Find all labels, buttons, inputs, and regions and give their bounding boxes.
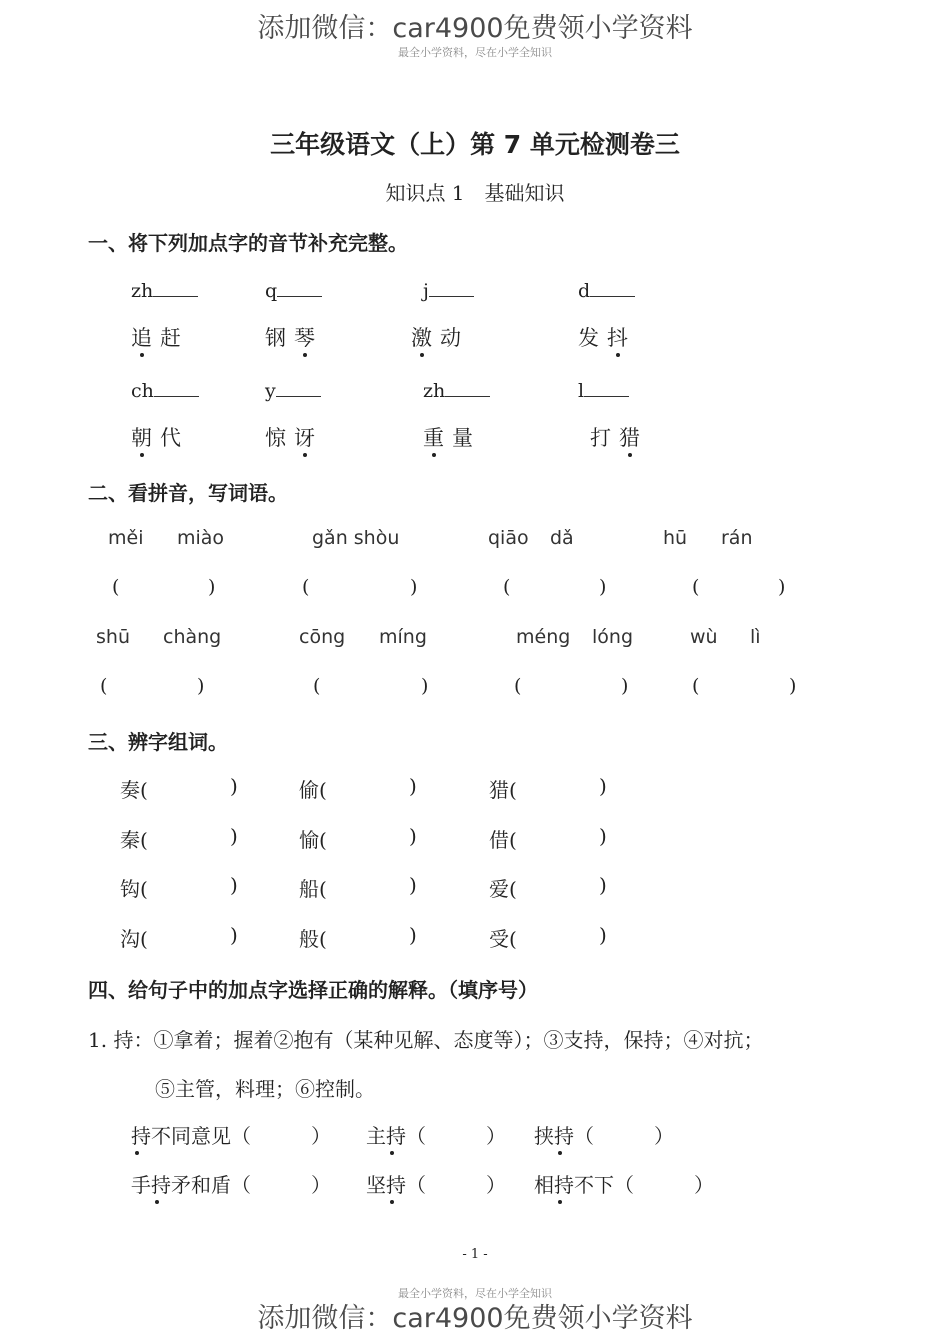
answer-close: ) — [599, 774, 607, 798]
dotted-character: 激 — [411, 326, 440, 350]
pinyin-prefix: zh — [131, 280, 154, 302]
answer-close: ) — [409, 824, 417, 848]
usage-text: （ ） — [406, 1173, 506, 1197]
answer-close: ) — [599, 576, 607, 598]
fill-blank-line[interactable] — [445, 378, 490, 397]
character-prompt: 船( — [299, 877, 327, 901]
header-note: 最全小学资料，尽在小学全知识 — [398, 46, 552, 59]
dotted-character: 持 — [386, 1124, 406, 1148]
usage-text: 手 — [131, 1173, 151, 1197]
dotted-character: 持 — [386, 1173, 406, 1197]
character-prompt: 受( — [489, 927, 517, 951]
word — [578, 322, 636, 352]
usage-text: 不同意见（ ） — [151, 1124, 331, 1148]
pinyin-blank — [131, 378, 199, 402]
answer-close: ) — [230, 774, 238, 798]
answer-close: ) — [599, 923, 607, 947]
pinyin-ganshou: gǎn shòu — [312, 527, 400, 549]
pinyin-prefix: d — [578, 280, 591, 302]
answer-close: ) — [778, 576, 786, 598]
fill-blank-line[interactable] — [277, 278, 322, 297]
fill-blank-line[interactable] — [590, 278, 635, 297]
pinyin-da: dǎ — [550, 527, 574, 549]
fill-blank-line[interactable] — [429, 278, 474, 297]
pinyin-cong: cōng — [299, 626, 346, 648]
usage-item — [534, 1169, 714, 1198]
character: 发 — [578, 326, 607, 350]
section-1-heading: 一、将下列加点字的音节补充完整。 — [88, 231, 408, 255]
answer-close: ) — [410, 576, 418, 598]
dotted-character: 琴 — [294, 326, 323, 350]
dotted-character: 朝 — [131, 426, 160, 450]
pinyin-shu: shū — [96, 626, 130, 648]
answer-close: ) — [230, 824, 238, 848]
pinyin-prefix: j — [423, 280, 429, 302]
pinyin-chang: chàng — [163, 626, 222, 648]
usage-text: 相 — [534, 1173, 554, 1197]
word — [423, 422, 481, 452]
usage-text: 挟 — [534, 1124, 554, 1148]
dotted-character: 重 — [423, 426, 452, 450]
page-subtitle: 知识点 1 基础知识 — [385, 181, 565, 205]
answer-close: ) — [230, 873, 238, 897]
pinyin-prefix: q — [265, 280, 278, 302]
character-prompt: 猎( — [489, 778, 517, 802]
pinyin-prefix: ch — [131, 380, 154, 402]
character: 量 — [452, 426, 481, 450]
answer-open: ( — [692, 675, 700, 697]
dotted-character: 持 — [554, 1124, 574, 1148]
pinyin-miao: miào — [177, 527, 225, 549]
character: 钢 — [265, 326, 294, 350]
character-prompt: 秦( — [120, 828, 148, 852]
character-prompt: 沟( — [120, 927, 148, 951]
answer-open: ( — [313, 675, 321, 697]
pinyin-blank — [265, 378, 321, 402]
pinyin-blank — [265, 278, 322, 302]
pinyin-prefix: y — [265, 380, 276, 402]
usage-item — [131, 1169, 331, 1198]
word — [131, 422, 189, 452]
answer-close: ) — [409, 873, 417, 897]
answer-close: ) — [789, 675, 797, 697]
word — [265, 422, 323, 452]
usage-text: 不下（ ） — [574, 1173, 714, 1197]
bottom-banner: 添加微信：car4900免费领小学资料 — [257, 1303, 693, 1334]
character-prompt: 偷( — [299, 778, 327, 802]
dotted-character: 抖 — [607, 326, 636, 350]
answer-open: ( — [503, 576, 511, 598]
answer-close: ) — [230, 923, 238, 947]
answer-close: ) — [599, 873, 607, 897]
character: 打 — [590, 426, 619, 450]
usage-text: （ ） — [574, 1124, 674, 1148]
footer-note: 最全小学资料，尽在小学全知识 — [398, 1287, 552, 1300]
usage-item — [534, 1120, 674, 1149]
pinyin-blank — [131, 278, 198, 302]
character-prompt: 奏( — [120, 778, 148, 802]
fill-blank-line[interactable] — [584, 378, 629, 397]
character-prompt: 般( — [299, 927, 327, 951]
pinyin-prefix: l — [578, 380, 585, 402]
answer-open: ( — [100, 675, 108, 697]
pinyin-long: lóng — [592, 626, 634, 648]
pinyin-li: lì — [750, 626, 761, 648]
answer-close: ) — [599, 824, 607, 848]
pinyin-blank — [578, 378, 629, 402]
pinyin-meng: méng — [516, 626, 571, 648]
word — [590, 422, 648, 452]
pinyin-hu: hū — [663, 527, 688, 549]
word — [131, 322, 189, 352]
pinyin-blank — [423, 378, 490, 402]
section-3-heading: 三、辨字组词。 — [88, 730, 228, 754]
word — [265, 322, 323, 352]
usage-item — [131, 1120, 331, 1149]
fill-blank-line[interactable] — [154, 378, 199, 397]
usage-text: 坚 — [366, 1173, 386, 1197]
pinyin-blank — [423, 278, 474, 302]
answer-close: ) — [197, 675, 205, 697]
pinyin-ming: míng — [379, 626, 427, 648]
fill-blank-line[interactable] — [276, 378, 321, 397]
dotted-character: 追 — [131, 326, 160, 350]
pinyin-mei: měi — [108, 527, 144, 549]
pinyin-ran: rán — [721, 527, 753, 549]
answer-open: ( — [302, 576, 310, 598]
question-1-definitions: 1. 持：①拿着；握着②抱有（某种见解、态度等）；③支持，保持；④对抗； — [88, 1028, 764, 1052]
word — [411, 322, 469, 352]
character: 动 — [440, 326, 469, 350]
answer-close: ) — [409, 774, 417, 798]
section-2-heading: 二、看拼音，写词语。 — [88, 481, 288, 505]
character-prompt: 爱( — [489, 877, 517, 901]
page-number: - 1 - — [462, 1247, 488, 1262]
page-title: 三年级语文（上）第 7 单元检测卷三 — [270, 130, 680, 159]
answer-close: ) — [409, 923, 417, 947]
section-4-heading: 四、给句子中的加点字选择正确的解释。（填序号） — [88, 978, 538, 1002]
answer-open: ( — [514, 675, 522, 697]
usage-item — [366, 1169, 506, 1198]
answer-open: ( — [692, 576, 700, 598]
character: 代 — [160, 426, 189, 450]
character-prompt: 钩( — [120, 877, 148, 901]
dotted-character: 讶 — [294, 426, 323, 450]
answer-close: ) — [421, 675, 429, 697]
dotted-character: 持 — [151, 1173, 171, 1197]
question-1-definitions-cont: ⑤主管，料理；⑥控制。 — [155, 1077, 375, 1101]
answer-close: ) — [208, 576, 216, 598]
dotted-character: 持 — [554, 1173, 574, 1197]
top-banner: 添加微信：car4900免费领小学资料 — [257, 13, 693, 44]
answer-close: ) — [621, 675, 629, 697]
character: 惊 — [265, 426, 294, 450]
usage-text: 主 — [366, 1124, 386, 1148]
character: 赶 — [160, 326, 189, 350]
pinyin-prefix: zh — [423, 380, 446, 402]
pinyin-qiao: qiāo — [488, 527, 529, 549]
usage-text: （ ） — [406, 1124, 506, 1148]
answer-open: ( — [112, 576, 120, 598]
fill-blank-line[interactable] — [153, 278, 198, 297]
character-prompt: 借( — [489, 828, 517, 852]
usage-item — [366, 1120, 506, 1149]
pinyin-blank — [578, 278, 635, 302]
dotted-character: 持 — [131, 1124, 151, 1148]
usage-text: 矛和盾（ ） — [171, 1173, 331, 1197]
pinyin-wu: wù — [690, 626, 718, 648]
character-prompt: 愉( — [299, 828, 327, 852]
dotted-character: 猎 — [619, 426, 648, 450]
